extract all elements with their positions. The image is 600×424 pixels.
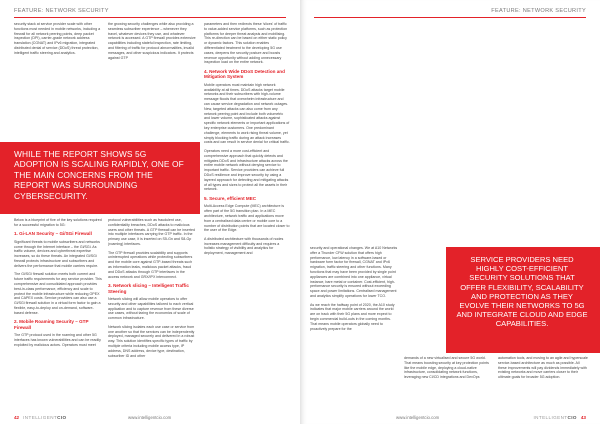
footer-url: www.intelligentcio.com (128, 415, 172, 420)
page-number: 42 (14, 415, 20, 420)
paragraph: the growing security challenges while also providing a seamless subscriber experience – whenever they travel, whatever devices they use, and whatever network is accessed. A GTP firewall provides extensive capabilities including stateful inspection, rate limiting, and filtering of traffic for protocol abnormalities, invalid messages, and other suspicious indicators. It protects against GTP (108, 22, 196, 60)
section-heading: 4. Network Wide DDoS Detection and Mitigation System (204, 68, 285, 80)
pull-quote: SERVICE PROVIDERS NEED HIGHLY COST-EFFICIENT SECURITY SOLUTIONS THAT OFFER FLEXIBILITY, SCALABILITY AND PROTECTION AS THEY EVOLVE THEIR NETWORKS TO 5G AND INTEGRATE CLOUD AND EDGE CAPABILITIES. (446, 247, 600, 353)
page-number: 43 (580, 415, 586, 420)
article-column-2-top (108, 22, 196, 140)
article-column-3 (498, 356, 588, 408)
header-rule (14, 17, 286, 18)
paragraph: Network slicing isolates each use case or service from one another so that the services can be independently deployed, managed securely and delivered in a robust way. This solution identifies specific types of traffic by multiple criteria including mobile access type, IP address, DNS address, device type, destination, subscriber ID and other (108, 324, 195, 358)
page-footer (14, 415, 67, 420)
paragraph: Network slicing will allow mobile operators to offer security and other capabilities tailored to each vertical application and to capture revenue from these diverse use cases, without taxing the economics of scale of common infrastructure. (108, 296, 194, 321)
section-heading: 1. Gi-LAN Security – Gi/SGi Firewall (14, 231, 92, 237)
paragraph: protocol vulnerabilities such as fraudulent use, confidentiality breaches, DDoS attacks to malicious users and other threats. A GTP firewall can be inserted into multiple interfaces carrying the GTP traffic. In the primary use case, it is inserted on S5-Gn and S8-Gp (roaming) interfaces. (108, 218, 196, 246)
paragraph: The GTP protocol used in the roaming and other 5G interfaces has known vulnerabilities and can be readily exploited by malicious actors. Operators must meet (14, 333, 101, 347)
paragraph: Mobile operators must maintain high network availability at all times. DDoS attacks target mobile networks and their subscribers with high-volume message floods that overwhelm infrastructure and can cause service degradation and network outages. New, targeted attacks can also come from any network peering point and include both volumetric and lower volume, sophisticated attacks against specific network elements or important applications of key enterprise customers. One predominant challenge, elements to work rising threat volume, yet simply blocking traffic during an attack increases costs and can result in service denial for critical traffic. (204, 82, 290, 145)
paragraph: parameters and then redirects these 'slices' of traffic to value-added service platforms, such as protection platforms for deeper threat analysis and mobilising. This re-direction can be based on either static policy or dynamic factors. This solution enables differentiated treatment to the developing 5G use cases, deepens the security posture and boosts revenue opportunity without adding unnecessary inspection load on the entire network. (204, 22, 288, 65)
article-column-1-bottom (14, 218, 102, 408)
section-heading: 2. Mobile Roaming Security – GTP Firewall (14, 319, 89, 330)
page-footer (533, 415, 586, 420)
paragraph: security stack at service provider scale with other functions most needed in mobile networks, including a firewall for all network peering points, deep packet inspection (DPI), carrier-grade network address translation (CGNAT) and IPv6 migration, integrated distributed denial of service (DDoS) threat protection, intelligent traffic steering and analytics. (14, 22, 101, 55)
paragraph: As we reach the halfway point of 2020, the A10 study indicates that major mobile carriers around the world are on track with their 5G plans and more expect to begin commercial build-outs in the coming months. That means mobile operators globally need to proactively prepare for the (310, 302, 395, 331)
article-column-2 (404, 356, 492, 408)
paragraph: automation tools, and moving to an agile and hyperscale service-based architecture as much as possible. All these improvements will pay dividends immediately with existing networks and move carriers closer to their ultimate goals for broader 5G adoption. (498, 356, 588, 380)
paragraph: The GTP firewall provides scalability and supports uninterrupted operations while protecting subscribers and the mobile core against GTP-based threats such as information leaks, malicious packet attacks, fraud and DDoS attacks through GTP interfaces in the access network and GRX/IPX interconnect. (108, 250, 193, 279)
brand-logo: INTELLIGENTCIO (23, 415, 67, 420)
paragraph: The Gi/SGi firewall solution meets both current and future traffic requirements for any service provider. This comprehensive and consolidated approach provides best-in-class performance, efficiency and scale to protect the mobile infrastructure while reducing OPEX and CAPEX costs. Service providers can also use a Gi/SGi firewall solution in a virtual form factor to gain a flexible, easy-to-deploy and on-demand, software-based defense. (14, 272, 102, 315)
paragraph: Below is a blueprint of five of the key solutions required for a successful migration to 5G: (14, 218, 102, 227)
section-label: FEATURE: NETWORK SECURITY (14, 8, 109, 14)
article-column-3 (204, 22, 290, 410)
paragraph: security and operational changes. We at A10 Networks offer a Thunder CFW solution that offers high performance, low latency in a software-based or hardware form factor for firewall, CGNAT and IPv6 migration, traffic steering and other functions. Many functions that may have been provided by single point appliances are combined into one appliance, virtual instance, bare metal or container. Cost-efficient, high-performance security is ensured without exceeding space and power limitations. Centralised management and analytics simplify operations for lower TCO. (310, 246, 398, 298)
header-rule (314, 17, 586, 18)
right-page (300, 0, 600, 424)
paragraph: Multi-Access Edge Compute (MEC) architecture is often part of the 5G transition plan. In a MEC architecture, network traffic and applications move from a centralised data centre or mobile core to a number of distribution points that are located closer to the user of the Edge. (204, 204, 290, 233)
section-heading: 3. Network slicing – Intelligent Traffic Steering (108, 283, 189, 294)
article-column-1-top (14, 22, 102, 140)
pull-quote: WHILE THE REPORT SHOWS 5G ADOPTION IS SCALING RAPIDLY, ONE OF THE MAIN CONCERNS FROM THE REPORT WAS SURROUNDING CYBERSECURITY. (0, 142, 200, 214)
paragraph: A distributed architecture with thousands of nodes increases management difficulty and requires a holistic strategy of visibility and analytics for deployment, management and (204, 236, 284, 256)
brand-logo: INTELLIGENTCIO (533, 415, 577, 420)
article-column-1 (310, 246, 398, 406)
paragraph: demands of a new virtualised and secure 5G world. That means boosting security at key protection points like the mobile edge, deploying a cloud-native infrastructure, consolidating network functions, leveraging new CI/CD integrations and DevOps (404, 356, 489, 380)
paragraph: Significant threats to mobile subscribers and networks come through the Internet interface – the Gi/SGi. As traffic volume, devices and cyberthreat expertise increases, so do these threats. An integrated Gi/SGi firewall protects infrastructure and subscribers and delivers the performance that mobile carriers require. (14, 239, 100, 268)
footer-url: www.intelligentcio.com (396, 415, 440, 420)
paragraph: Operators need a more cost-efficient and comprehensive approach that quickly detects and mitigates DDoS and infrastructure attacks across the entire mobile network without denying service to important traffic. Service providers can achieve full DDoS resilience and improve security by using a layered approach for detecting and mitigating attacks of all types and sizes to protect all the assets in their network. (204, 148, 289, 192)
section-heading: 5. Secure, efficient MEC (204, 195, 257, 201)
section-label: FEATURE: NETWORK SECURITY (491, 8, 586, 14)
article-column-2-bottom (108, 218, 196, 408)
